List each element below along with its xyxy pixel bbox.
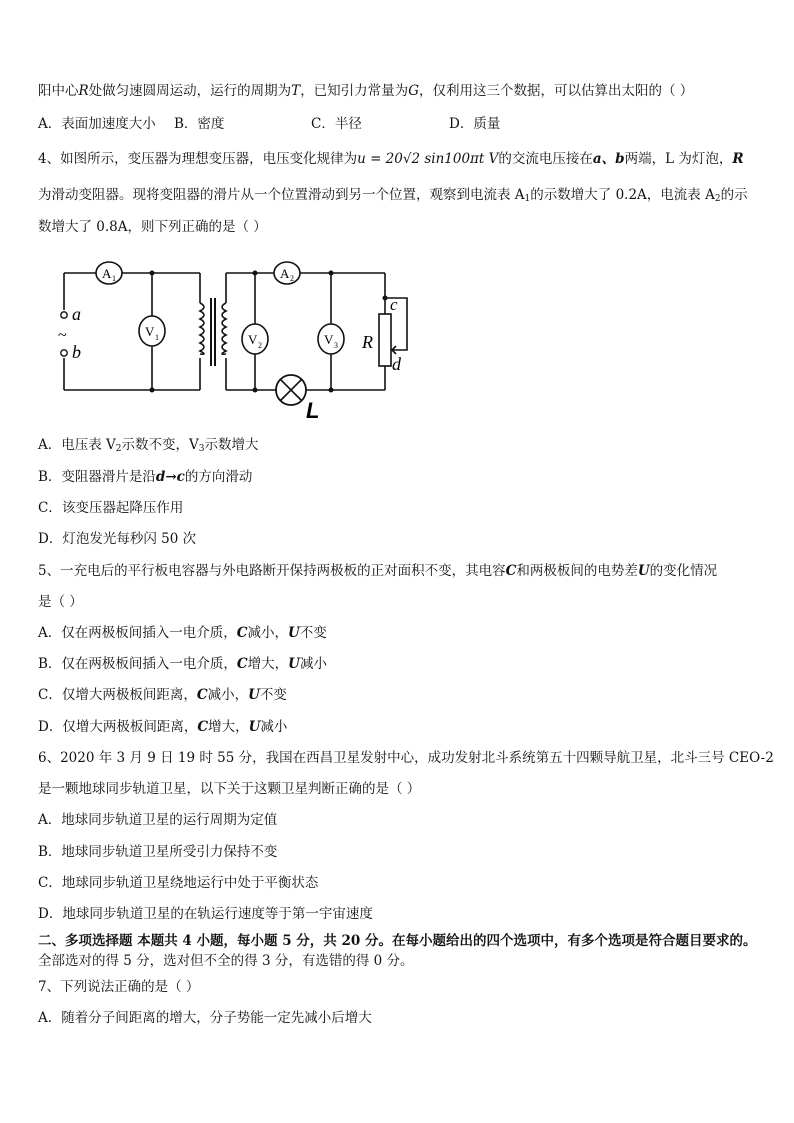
q5-text: 5、一充电后的平行板电容器与外电路断开保持两极板的正对面积不变，其电容 [38, 563, 506, 579]
q4-sub: 2 [115, 444, 122, 454]
svg-text:3: 3 [334, 341, 338, 350]
q4-symbol-ab: a、b [592, 151, 625, 167]
label-c: c [390, 295, 398, 314]
q5-opt-text: 不变 [259, 687, 287, 703]
q4-option-d: D．灯泡发光每秒闪 50 次 [38, 531, 197, 547]
q3-text: 处做匀速圆周运动，运行的周期为 [88, 83, 292, 99]
q5-stem-line1 [38, 562, 758, 580]
q4-stem-line1 [38, 150, 758, 168]
label-l: L [306, 398, 320, 418]
terminal-b [61, 350, 67, 356]
q5-option-d [38, 718, 758, 736]
q4-text: 的交流电压接在 [498, 151, 593, 167]
q3-symbol-r: R [78, 83, 89, 99]
q3-option-d: D．质量 [449, 116, 501, 132]
q4-text: 为滑动变阻器。现将变阻器的滑片从一个位置滑动到另一个位置，观察到电流表 A [38, 187, 525, 203]
q5-text: 的变化情况 [649, 563, 718, 579]
ammeter-a2 [274, 262, 300, 284]
q3-text: ，仅利用这三个数据，可以估算出太阳的（ ） [418, 83, 694, 99]
q4-text: 的示 [720, 187, 748, 203]
q3-options [38, 115, 758, 133]
q5-symbol-u: U [288, 656, 300, 672]
svg-text:V: V [324, 332, 334, 347]
q4-option-a [38, 436, 758, 458]
transformer-circuit-diagram [52, 258, 432, 418]
q4-sub: 3 [198, 444, 205, 454]
q5-option-c [38, 686, 758, 704]
q5-opt-text: B．仅在两极板间插入一电介质， [38, 656, 237, 672]
terminal-a [61, 312, 67, 318]
q4-opt-text: B．变阻器滑片是沿 [38, 469, 156, 485]
q3-text: ，已知引力常量为 [300, 83, 409, 99]
q5-opt-text: 增大， [247, 656, 289, 672]
q4-opt-text: 示数不变，V [121, 437, 199, 453]
q5-symbol-u: U [288, 625, 300, 641]
label-b: b [72, 342, 81, 362]
q5-symbol-c: C [196, 687, 208, 703]
rheostat-contact-c-dot [383, 296, 388, 301]
q4-direction: d→c [155, 469, 185, 485]
svg-text:2: 2 [290, 274, 294, 283]
q5-opt-text: A．仅在两极板间插入一电介质， [38, 625, 237, 641]
q4-opt-text: 示数增大 [204, 437, 259, 453]
q4-option-c: C．该变压器起降压作用 [38, 500, 184, 516]
q5-opt-text: 减小， [207, 687, 249, 703]
q6-option-d: D．地球同步轨道卫星的在轨运行速度等于第一宇宙速度 [38, 906, 373, 922]
q3-symbol-t: T [291, 83, 301, 99]
svg-text:1: 1 [112, 274, 116, 283]
q5-text: 和两极板间的电势差 [516, 563, 638, 579]
q4-option-b [38, 468, 758, 486]
q5-opt-text: 不变 [299, 625, 327, 641]
svg-text:A: A [102, 266, 112, 281]
lamp-icon [276, 375, 306, 405]
q5-symbol-u: U [248, 687, 260, 703]
q6-option-a: A．地球同步轨道卫星的运行周期为定值 [38, 812, 278, 828]
q3-option-b: B．密度 [174, 116, 225, 132]
section2-heading-line2: 全部选对的得 5 分，选对但不全的得 3 分，有选错的得 0 分。 [38, 953, 414, 969]
q7-option-a: A．随着分子间距离的增大，分子势能一定先减小后增大 [38, 1010, 372, 1026]
q5-opt-text: 减小 [260, 719, 288, 735]
label-r: R [362, 332, 373, 352]
q4-sub: 1 [524, 194, 531, 204]
q5-symbol-c: C [197, 719, 209, 735]
label-d: d [392, 354, 401, 374]
q4-text: 4、如图所示，变压器为理想变压器，电压变化规律为 [38, 151, 358, 167]
q6-option-c: C．地球同步轨道卫星绕地运行中处于平衡状态 [38, 875, 319, 891]
label-a: a [72, 304, 81, 324]
svg-text:2: 2 [258, 341, 262, 350]
svg-text:A: A [280, 266, 290, 281]
svg-text:V: V [145, 324, 155, 339]
q4-stem-line2 [38, 186, 758, 208]
q5-opt-text: D．仅增大两极板间距离， [38, 719, 198, 735]
label-tilde: ~ [58, 327, 67, 344]
section2-heading-line1: 二、多项选择题 本题共 4 小题，每小题 5 分，共 20 分。在每小题给出的四个选项中，有多个选项是符合题目要求的。 [38, 933, 757, 949]
q3-symbol-g: G [408, 83, 419, 99]
q5-stem-line2: 是（ ） [38, 594, 83, 610]
q5-opt-text: C．仅增大两极板间距离， [38, 687, 197, 703]
q5-symbol-u: U [637, 563, 650, 579]
q4-opt-text: A．电压表 V [38, 437, 116, 453]
q3-text: 阳中心 [38, 83, 79, 99]
q4-text: 两端，L 为灯泡， [624, 151, 733, 167]
voltmeter-v1 [139, 316, 165, 346]
q5-option-a [38, 624, 758, 642]
q4-formula: u = 20√2 sin100πt V [357, 151, 499, 167]
q4-symbol-r: R [732, 151, 744, 167]
q6-stem-line1: 6、2020 年 3 月 9 日 19 时 55 分，我国在西昌卫星发射中心，成功发射北斗系统第五十四颗导航卫星，北斗三号 CEO-2 [38, 750, 774, 766]
voltmeter-v3 [318, 324, 344, 354]
q6-stem-line2: 是一颗地球同步轨道卫星，以下关于这颗卫星判断正确的是（ ） [38, 781, 421, 797]
q4-opt-text: 的方向滑动 [184, 469, 253, 485]
q5-option-b [38, 655, 758, 673]
q5-symbol-c: C [236, 656, 248, 672]
svg-text:V: V [248, 332, 258, 347]
q5-symbol-c: C [505, 563, 517, 579]
ammeter-a1 [96, 262, 122, 284]
q5-opt-text: 减小， [247, 625, 288, 641]
q7-stem: 7、下列说法正确的是（ ） [38, 979, 200, 995]
q4-stem-line3: 数增大了 0.8A，则下列正确的是（ ） [38, 219, 267, 235]
svg-text:1: 1 [155, 333, 159, 342]
q5-opt-text: 减小 [299, 656, 327, 672]
q5-symbol-u: U [248, 719, 261, 735]
q4-text: 的示数增大了 0.2A，电流表 A [530, 187, 715, 203]
voltmeter-v2 [242, 324, 268, 354]
q6-option-b: B．地球同步轨道卫星所受引力保持不变 [38, 844, 278, 860]
q5-opt-text: 增大， [208, 719, 249, 735]
q3-option-a: A．表面加速度大小 [38, 116, 156, 132]
q4-sub: 2 [714, 194, 721, 204]
q5-symbol-c: C [236, 625, 248, 641]
q3-option-c: C．半径 [311, 116, 362, 132]
q3-stem [38, 82, 758, 100]
